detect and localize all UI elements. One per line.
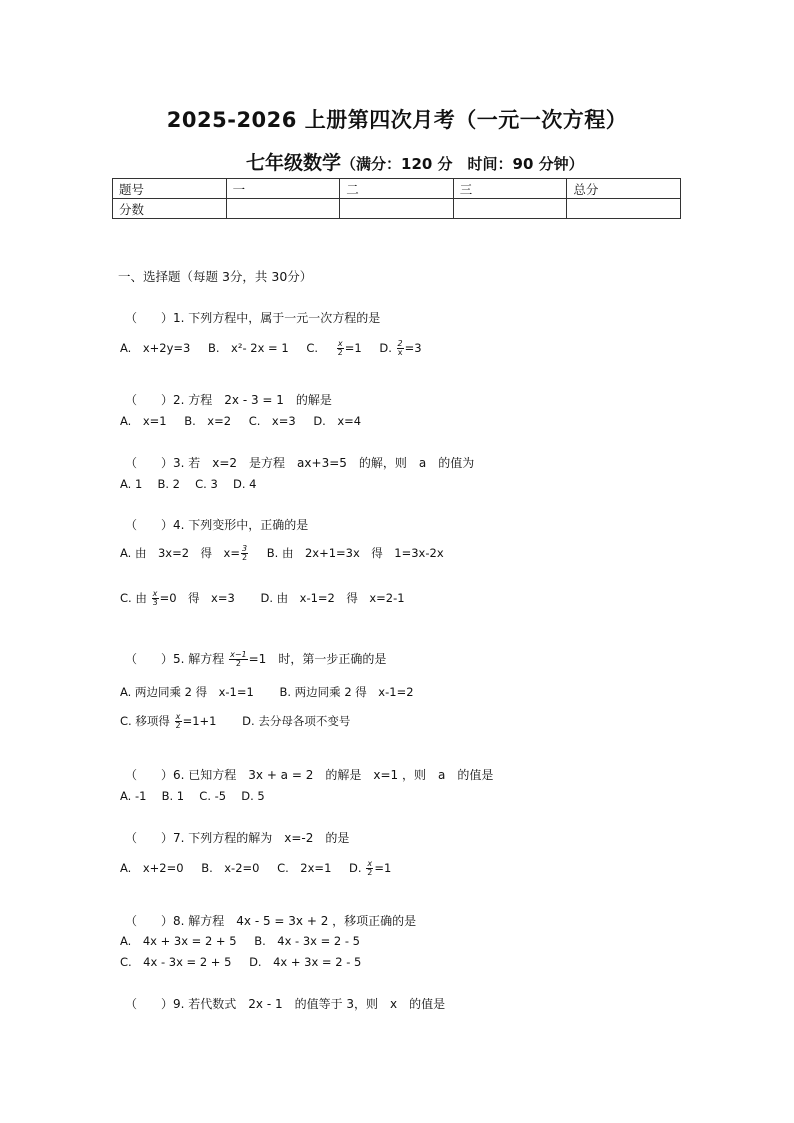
score-input-cell[interactable] — [453, 199, 567, 219]
option-c-rest: =1+1 — [182, 714, 217, 728]
option-a: A. -1 — [120, 789, 147, 803]
question-options — [120, 933, 360, 949]
option-d: D. x=4 — [313, 414, 362, 428]
fraction: $\frac{x}{2}$ — [175, 712, 181, 730]
option-b: B. x²- 2x = 1 — [208, 341, 289, 355]
option-c-label: C. 移项得 — [120, 714, 170, 728]
table-cell: 总分 — [567, 179, 681, 199]
table-cell: 题号 — [113, 179, 227, 199]
option-b: B. x-2=0 — [201, 861, 260, 875]
question-options — [120, 684, 414, 700]
option-a: A. 两边同乘 2 得 x-1=1 — [120, 685, 254, 699]
option-b: B. 4x - 3x = 2 - 5 — [254, 934, 360, 948]
question-stem: （ ）4. 下列变形中，正确的是 — [125, 518, 309, 532]
option-d-rest: =1 — [374, 861, 392, 875]
question-stem: （ ）3. 若 x=2 是方程 ax+3=5 的解，则 a 的值为 — [125, 456, 475, 470]
option-c-rest: =1 — [344, 341, 362, 355]
table-cell: 分数 — [113, 199, 227, 219]
exam-info: （满分：120 分 时间：90 分钟） — [341, 155, 584, 173]
option-c: C. 2x=1 — [277, 861, 332, 875]
option-d: D. 4x + 3x = 2 - 5 — [249, 955, 362, 969]
table-cell: 二 — [340, 179, 454, 199]
option-c-rest: =0 得 x=3 — [159, 591, 235, 605]
question-options — [120, 340, 422, 357]
fraction: $\frac{x}{3}$ — [152, 589, 158, 607]
exam-subtitle — [246, 148, 584, 175]
option-c: C. 4x - 3x = 2 + 5 — [120, 955, 232, 969]
option-b: B. 由 2x+1=3x 得 1=3x-2x — [266, 546, 444, 560]
question-stem: （ ）1. 下列方程中，属于一元一次方程的是 — [125, 311, 381, 325]
question-stem: （ ）6. 已知方程 3x + a = 2 的解是 x=1 ，则 a 的值是 — [125, 768, 494, 782]
fraction: $\frac{x}{2}$ — [337, 339, 343, 357]
question-options — [120, 590, 405, 607]
option-c: C. x=3 — [248, 414, 296, 428]
fraction: $\frac{3}{2}$ — [242, 544, 248, 562]
option-d-label: D. — [349, 861, 362, 875]
fraction: $\frac{x-1}{2}$ — [230, 650, 247, 668]
option-c: C. -5 — [199, 789, 227, 803]
option-a: A. 4x + 3x = 2 + 5 — [120, 934, 237, 948]
option-b: B. x=2 — [184, 414, 232, 428]
question-stem: （ ）7. 下列方程的解为 x=-2 的是 — [125, 831, 350, 845]
option-d-label: D. — [379, 341, 392, 355]
option-b: B. 1 — [161, 789, 185, 803]
question-options — [120, 545, 444, 562]
option-c: C. 3 — [195, 477, 218, 491]
option-d: D. 5 — [241, 789, 265, 803]
question-options — [120, 413, 361, 429]
score-input-cell[interactable] — [567, 199, 681, 219]
score-table — [112, 178, 681, 219]
option-a: A. 由 3x=2 得 x= — [120, 546, 240, 560]
question-options — [120, 860, 391, 877]
question-stem: （ ）5. 解方程 $\frac{x-1}{2}$ =1 时，第一步正确的是 — [125, 650, 387, 668]
section-title: 一、选择题（每题 3分，共 30分） — [118, 269, 313, 284]
option-d-rest: =3 — [404, 341, 422, 355]
exam-title: 2025-2026 上册第四次月考（一元一次方程） — [166, 108, 628, 132]
option-a: A. x=1 — [120, 414, 167, 428]
option-a: A. x+2y=3 — [120, 341, 191, 355]
option-c-label: C. 由 — [120, 591, 147, 605]
question-stem: （ ）2. 方程 2x - 3 = 1 的解是 — [125, 393, 332, 407]
option-d: D. 由 x-1=2 得 x=2-1 — [260, 591, 405, 605]
table-row — [113, 179, 681, 199]
option-a: A. 1 — [120, 477, 143, 491]
table-row — [113, 199, 681, 219]
question-options — [120, 788, 265, 804]
table-cell: 一 — [226, 179, 340, 199]
question-options — [120, 476, 256, 492]
fraction: $\frac{2}{x}$ — [397, 339, 403, 357]
score-input-cell[interactable] — [340, 199, 454, 219]
fraction: $\frac{x}{2}$ — [367, 859, 373, 877]
score-input-cell[interactable] — [226, 199, 340, 219]
table-cell: 三 — [453, 179, 567, 199]
question-options — [120, 713, 350, 730]
question-options — [120, 954, 361, 970]
option-c-label: C. — [306, 341, 318, 355]
subject-name: 七年级数学 — [246, 152, 342, 174]
option-a: A. x+2=0 — [120, 861, 184, 875]
question-stem: （ ）9. 若代数式 2x - 1 的值等于 3，则 x 的值是 — [125, 997, 446, 1011]
question-stem: （ ）8. 解方程 4x - 5 = 3x + 2 ，移项正确的是 — [125, 914, 417, 928]
option-d: D. 4 — [232, 477, 257, 491]
option-b: B. 2 — [157, 477, 180, 491]
option-d: D. 去分母各项不变号 — [242, 714, 351, 728]
option-b: B. 两边同乘 2 得 x-1=2 — [279, 685, 414, 699]
